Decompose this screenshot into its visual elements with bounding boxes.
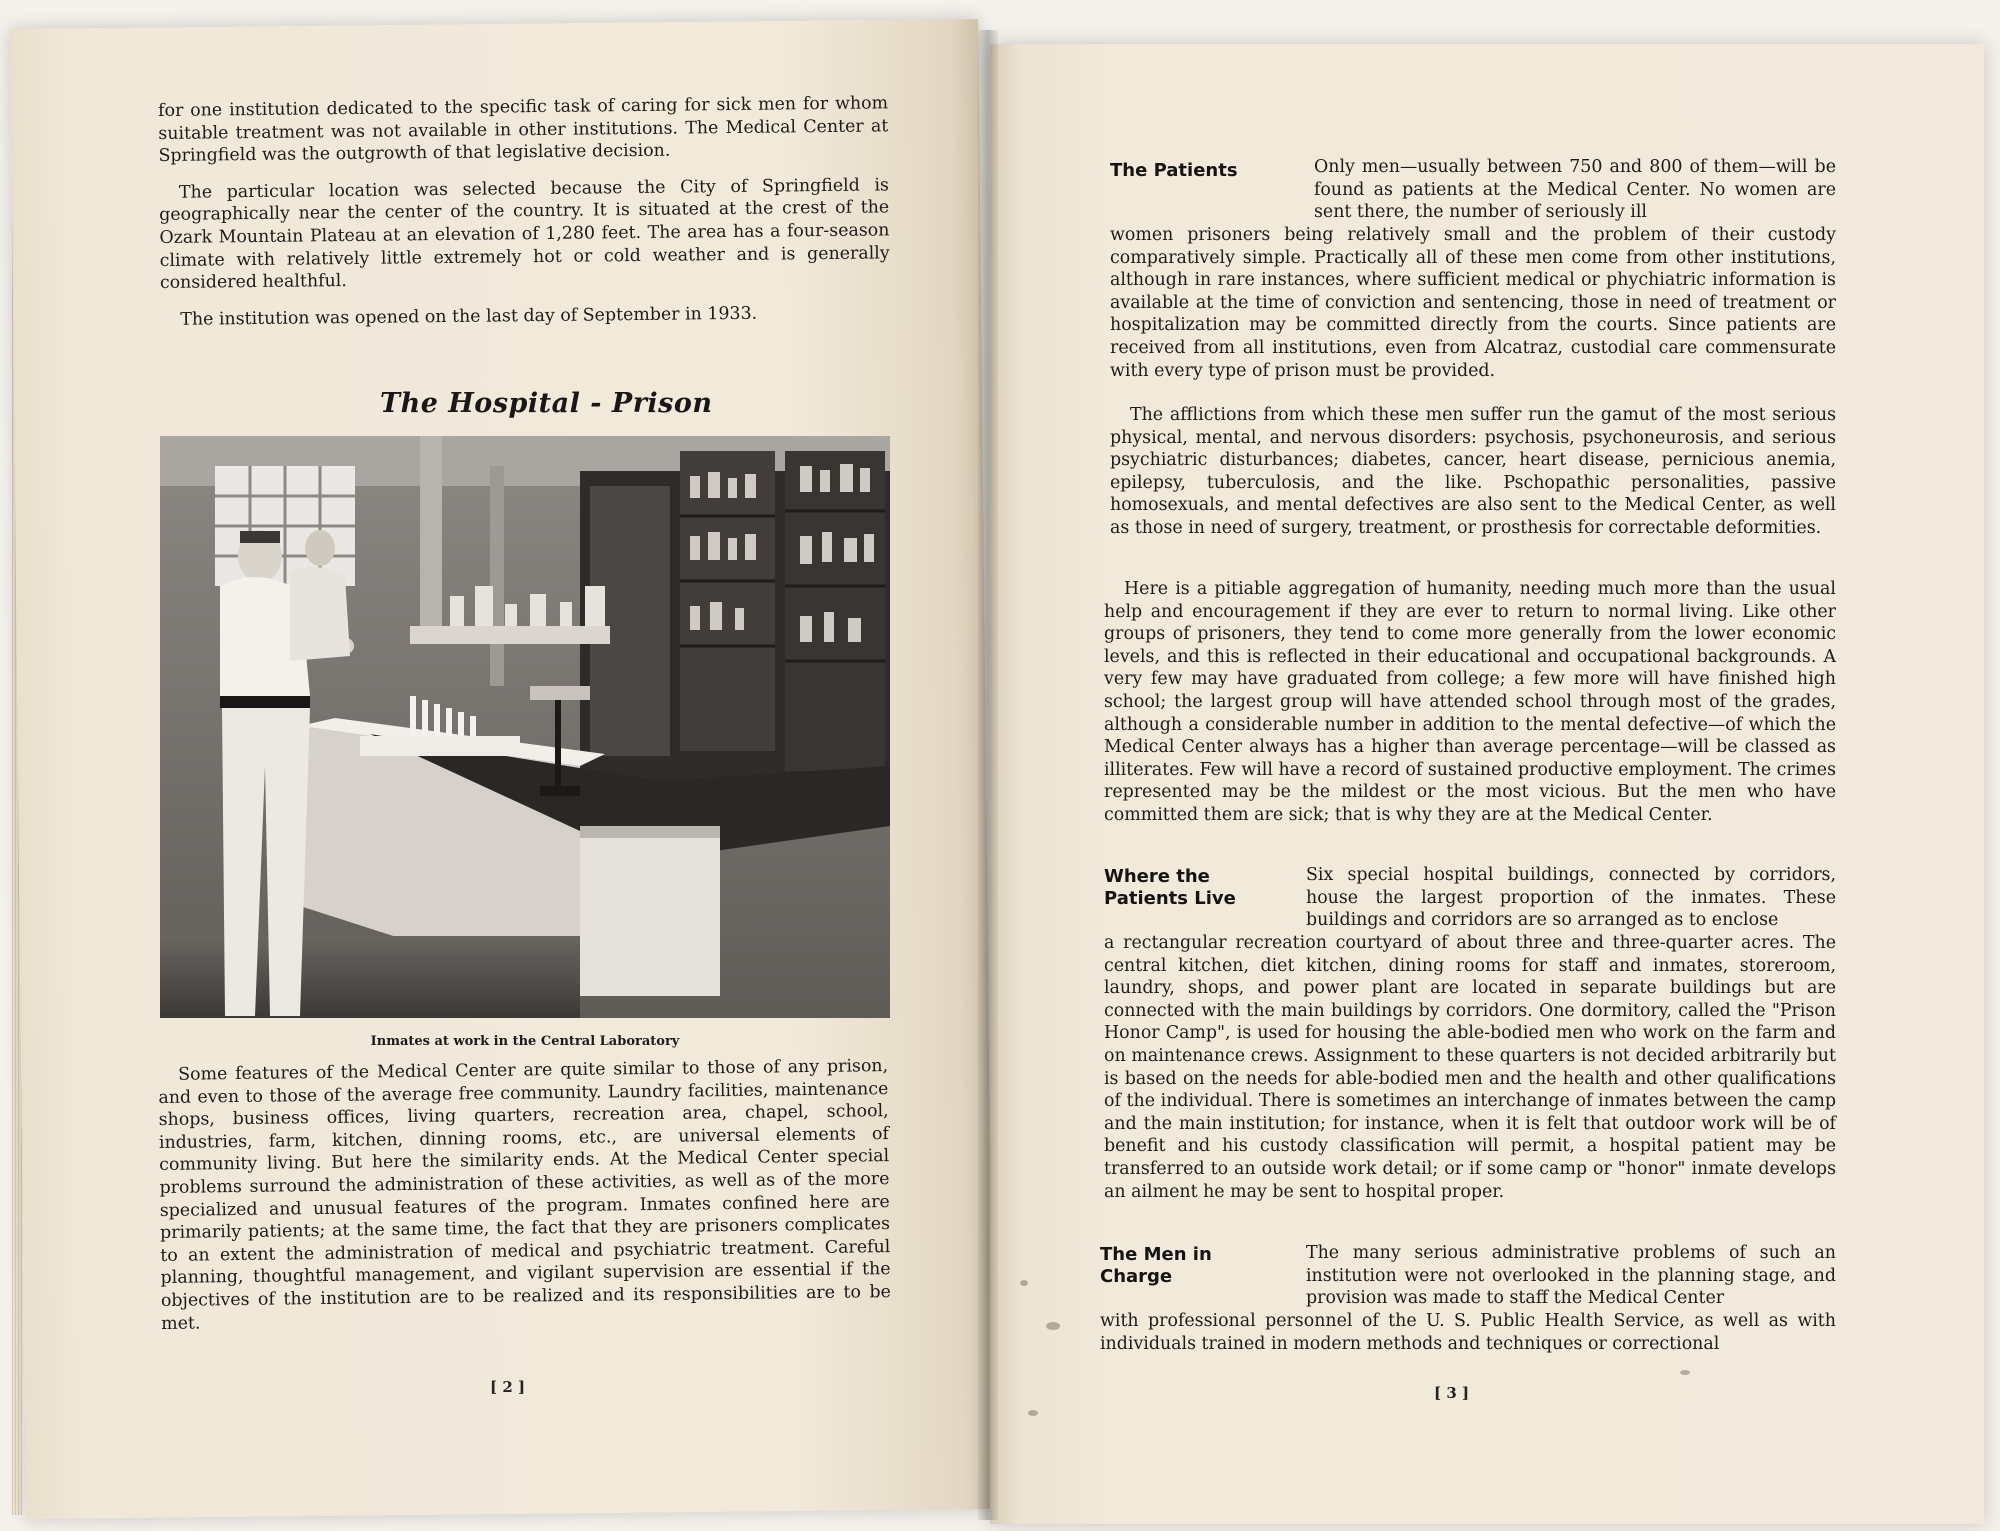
paper-speck <box>1046 1322 1060 1330</box>
side-heading-line: The Men in <box>1100 1244 1212 1265</box>
side-heading-line: Patients Live <box>1104 888 1236 909</box>
men-in-charge-hang-text: The many serious administrative problems of such an institution were not overlooked in the planning stage, and provision was made to staff the Medical Center <box>1306 1243 1836 1309</box>
side-heading-patients: The Patients <box>1110 160 1238 181</box>
where-live-hang-text: Six special hospital buildings, connected by corridors, house the largest proportion of the inmates. These buildings and corridors are so arranged as to enclose <box>1306 865 1836 931</box>
laboratory-photo <box>160 436 890 1018</box>
paper-speck <box>1680 1370 1690 1375</box>
paragraph-intro: for one institution dedicated to the specific task of caring for sick men for whom suitable treatment was not available in other institutions. The Medical Center at Springfield was the outgrowth of that legislative decision. <box>158 93 889 167</box>
paper-speck <box>1028 1410 1038 1416</box>
left-bottom-text <box>158 1055 891 1349</box>
patients-body-text: women prisoners being relatively small and the problem of their custody comparatively simple. Practically all of these men come from other institutions, although in rare instances, where sufficient medical or phychiatric information is available at the time of conviction and sentencing, those in need of treatment or hospitalization may be committed directly from the courts. Since patients are received from all institutions, even from Alcatraz, custodial care commensurate with every type of prison must be provided. <box>1110 225 1836 381</box>
side-heading-line: Charge <box>1100 1266 1173 1287</box>
page-number-left: [ 2 ] <box>490 1378 526 1396</box>
paragraph-opening: The institution was opened on the last day of September in 1933. <box>180 303 758 330</box>
side-heading-line: Where the <box>1104 866 1210 887</box>
page-number-right: [ 3 ] <box>1434 1384 1470 1402</box>
left-top-text <box>158 92 891 345</box>
paper-speck <box>1020 1280 1028 1286</box>
paragraph-location: The particular location was selected because the City of Springfield is geographically near the center of the country. It is situated at the crest of the Ozark Mountain Plateau at an elevation of 1,280 feet. The area has a four-season climate with relatively little extremely hot or cold weather and is generally considered healthful. <box>159 175 890 294</box>
book-gutter <box>978 30 998 1520</box>
where-live-body-text: a rectangular recreation courtyard of about three and three-quarter acres. The central kitchen, diet kitchen, dining rooms for staff and inmates, storeroom, laundry, shops, and power plant are located in separate buildings but are connected with the main buildings by corridors. One dormitory, called the "Prison Honor Camp", is used for housing the able-bodied men who work on the farm and on maintenance crews. Assignment to these quarters is not decided arbitrarily but is based on the needs for able-bodied men and the health and other qualifications of the individual. There is sometimes an interchange of inmates between the camp and the main institution; for instance, when it is felt that outdoor work will be of benefit and his custody classification will permit, a hospital patient may be transferred to an outside work detail; or if some camp or "honor" inmate develops an ailment he may be sent to hospital proper. <box>1104 933 1836 1202</box>
paragraph-afflictions: The afflictions from which these men suffer run the gamut of the most serious physical, mental, and nervous disorders: psychosis, psychoneurosis, and serious psychiatric disturbances; diabetes, cancer, heart disease, pernicious anemia, epilepsy, tuberculosis, and the like. Pschopathic personalities, passive homosexuals, and mental defectives are also sent to the Medical Center, as well as those in need of surgery, treatment, or prosthesis for correctable deformities. <box>1110 405 1836 538</box>
paragraph-features: Some features of the Medical Center are quite similar to those of any prison, and even to those of the average free community. Laundry facilities, maintenance shops, business offices, living quarters, recreation area, chapel, school, industries, farm, kitchen, dinning rooms, etc., are universal elements of community living. But here the similarity ends. At the Medical Center special problems surround the administration of these activities, as well as of the more specialized and unusual features of the program. Inmates confined here are primarily patients; at the same time, the fact that they are prisoners complicates to an extent the administration of medical and psychiatric treatment. Careful planning, thoughtful management, and vigilant supervision are essential if the objectives of the institution are to be realized and its responsibilities are to be met. <box>158 1056 891 1334</box>
section-heading-hospital-prison: The Hospital - Prison <box>380 388 713 419</box>
patients-hang-text: Only men—usually between 750 and 800 of them—will be found as patients at the Medical Center. No women are sent there, the number of seriously ill <box>1314 157 1836 223</box>
photo-caption: Inmates at work in the Central Laboratory <box>370 1034 680 1049</box>
men-in-charge-body-text: with professional personnel of the U. S. Public Health Service, as well as with individuals trained in modern methods and techniques or correctional <box>1100 1311 1836 1354</box>
side-heading-men-in-charge <box>1100 1244 1212 1288</box>
paragraph-humanity: Here is a pitiable aggregation of humanity, needing much more than the usual help and encouragement if they are ever to return to normal living. Like other groups of prisoners, they tend to come more generally from the lower economic levels, and this is reflected in their educational and occupational backgrounds. A very few may have graduated from college; a few more will have finished high school; the largest group will have attended school through most of the grades, although a considerable number in addition to the mental defective—of which the Medical Center always has a higher than average percentage—will be classed as illiterates. Few will have a record of sustained productive employment. The crimes represented may be the mildest or the most vicious. But the men who have committed them are sick; that is why they are at the Medical Center. <box>1104 579 1836 825</box>
laboratory-photo-illustration <box>160 436 890 1018</box>
side-heading-where-patients-live <box>1104 866 1236 910</box>
